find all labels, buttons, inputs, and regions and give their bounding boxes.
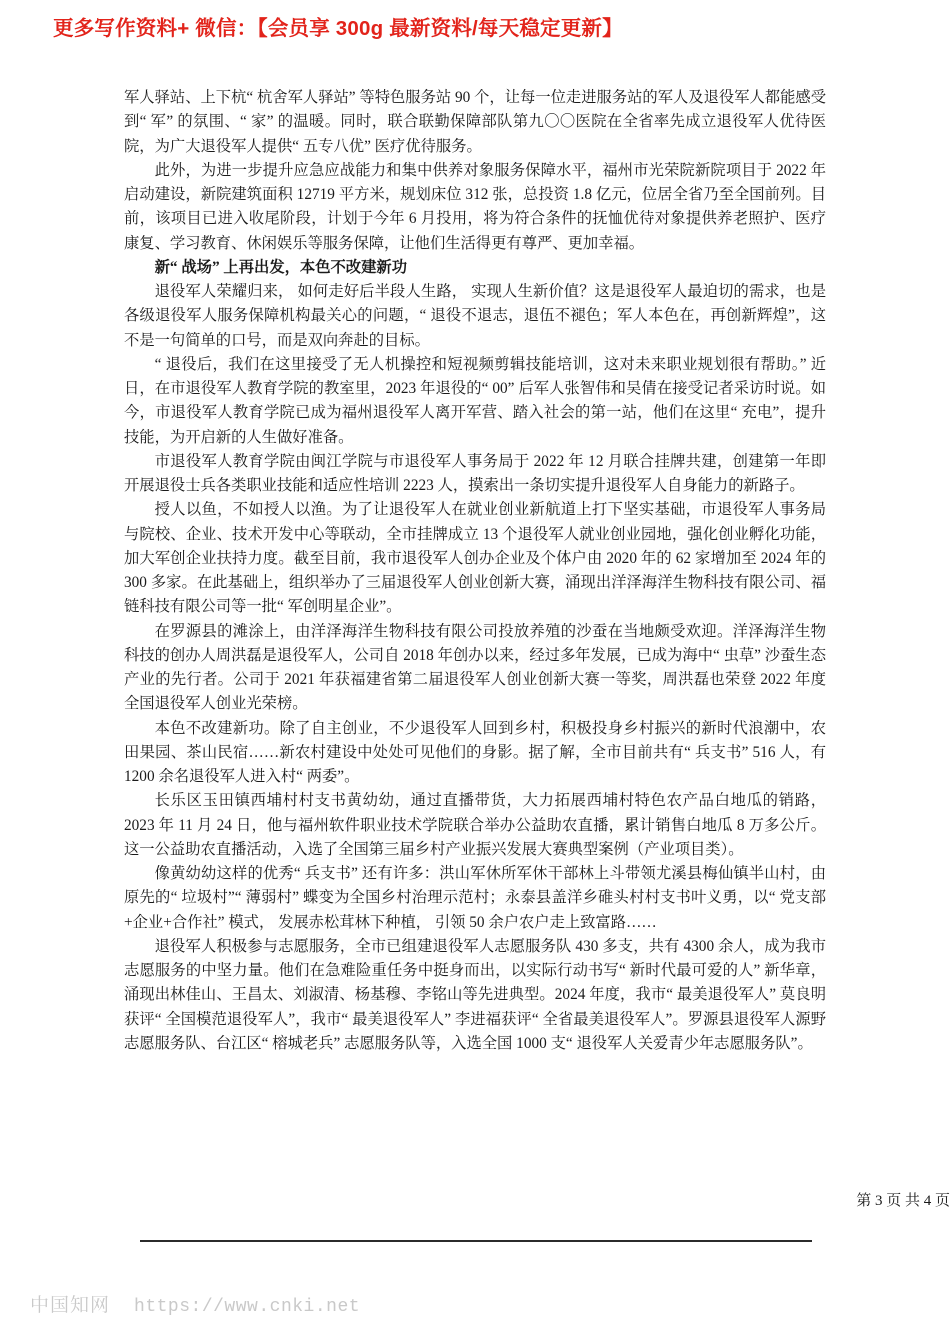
paragraph: 市退役军人教育学院由闽江学院与市退役军人事务局于 2022 年 12 月联合挂牌共建，创建第一年即开展退役士兵各类职业技能和适应性培训 2223 人，摸索出一条切实提升退役军人自身能力的新路子。 <box>124 452 826 494</box>
paragraph: 长乐区玉田镇西埔村村支书黄幼幼，通过直播带货，大力拓展西埔村特色农产品白地瓜的销路，2023 年 11 月 24 日，他与福州软件职业技术学院联合举办公益助农直播，累计销售白地瓜 8 万多公斤。这一公益助农直播活动，入选了全国第三届乡村产业振兴发展大赛典型案例（产业项目类）。 <box>124 792 826 858</box>
paragraph: “ 退役后，我们在这里接受了无人机操控和短视频剪辑技能培训，这对未来职业规划很有帮助。” 近日，在市退役军人教育学院的教室里，2023 年退役的“ 00” 后军人张智伟和吴倩在接受记者采访时说。如今，市退役军人教育学院已成为福州退役军人离开军营、踏入社会的第一站，他们在这里“ 充电”，提升技能，为开启新的人生做好准备。 <box>124 355 826 446</box>
document-body <box>124 86 950 1209</box>
footer-divider <box>140 1240 812 1242</box>
paragraph: 退役军人荣耀归来， 如何走好后半段人生路， 实现人生新价值？这是退役军人最迫切的需求，也是各级退役军人服务保障机构最关心的问题，“ 退役不退志，退伍不褪色；军人本色在，再创新辉煌”，这不是一句简单的口号，而是双向奔赴的目标。 <box>124 283 826 349</box>
cnki-url-label: https://www.cnki.net <box>134 1297 361 1317</box>
paragraph: 退役军人积极参与志愿服务，全市已组建退役军人志愿服务队 430 多支，共有 4300 余人，成为我市志愿服务的中坚力量。他们在急难险重任务中挺身而出，以实际行动书写“ 新时代最可爱的人” 新华章，涌现出林佳山、王昌太、刘淑清、杨基穆、李铭山等先进典型。2024 年度，我市“ 最美退役军人” 莫良明获评“ 全国模范退役军人”，我市“ 最美退役军人” 李进福获评“ 全省最美退役军人”。罗源县退役军人源野志愿服务队、台江区“ 榕城老兵” 志愿服务队等，入选全国 1000 支“ 退役军人关爱青少年志愿服务队”。 <box>124 937 826 1052</box>
paragraph: 像黄幼幼这样的优秀“ 兵支书” 还有许多：洪山军休所军休干部林上斗带领尤溪县梅仙镇半山村，由原先的“ 垃圾村”“ 薄弱村” 蝶变为全国乡村治理示范村；永泰县盖洋乡碓头村村支书叶义勇，以“ 党支部+企业+合作社” 模式， 发展赤松茸林下种植， 引领 50 余户农户走上致富路…… <box>124 865 826 931</box>
paragraph: 授人以鱼，不如授人以渔。为了让退役军人在就业创业新航道上打下坚实基础，市退役军人事务局与院校、企业、技术开发中心等联动，全市挂牌成立 13 个退役军人就业创业园地，强化创业孵化功能，加大军创企业扶持力度。截至目前，我市退役军人创办企业及个体户由 2020 年的 62 家增加至 2024 年的 300 多家。在此基础上，组织举办了三届退役军人创业创新大赛，涌现出洋泽海洋生物科技有限公司、福链科技有限公司等一批“ 军创明星企业”。 <box>124 501 826 616</box>
paragraph: 本色不改建新功。除了自主创业，不少退役军人回到乡村，积极投身乡村振兴的新时代浪潮中，农田果园、茶山民宿……新农村建设中处处可见他们的身影。据了解，全市目前共有“ 兵支书” 516 人，有 1200 余名退役军人进入村“ 两委”。 <box>124 719 826 785</box>
page-number-label: 第 3 页 共 4 页 <box>856 1193 950 1209</box>
section-heading: 新“ 战场” 上再出发，本色不改建新功 <box>154 258 407 276</box>
paragraph: 此外，为进一步提升应急应战能力和集中供养对象服务保障水平，福州市光荣院新院项目于 2022 年启动建设，新院建筑面积 12719 平方米，规划床位 312 张，总投资 1.8 亿元，位居全省乃至全国前列。目前，该项目已进入收尾阶段，计划于今年 6 月投用，将为符合条件的抚恤优待对象提供养老照护、医疗康复、学习教育、休闲娱乐等服务保障，让他们生活得更有尊严、更加幸福。 <box>124 161 826 252</box>
cnki-name-label: 中国知网 <box>30 1295 111 1316</box>
paragraph: 在罗源县的滩涂上，由洋泽海洋生物科技有限公司投放养殖的沙蚕在当地颇受欢迎。洋泽海洋生物科技的创办人周洪磊是退役军人，公司自 2018 年创办以来，经过多年发展，已成为海中“ 虫草” 沙蚕生态产业的先行者。公司于 2021 年获福建省第二届退役军人创业创新大赛一等奖，周洪磊也荣登 2022 年度全国退役军人创业光荣榜。 <box>124 622 826 713</box>
paragraph: 军人驿站、上下杭“ 杭舍军人驿站” 等特色服务站 90 个，让每一位走进服务站的军人及退役军人都能感受到“ 军” 的氛围、“ 家” 的温暖。同时，联合联勤保障部队第九〇〇医院在全省率先成立退役军人优待医院，为广大退役军人提供“ 五专八优” 医疗优待服务。 <box>124 89 826 155</box>
cnki-watermark <box>30 1290 360 1317</box>
promo-banner-text: 更多写作资料+ 微信：【会员享 300g 最新资料/每天稳定更新】 <box>53 17 623 40</box>
